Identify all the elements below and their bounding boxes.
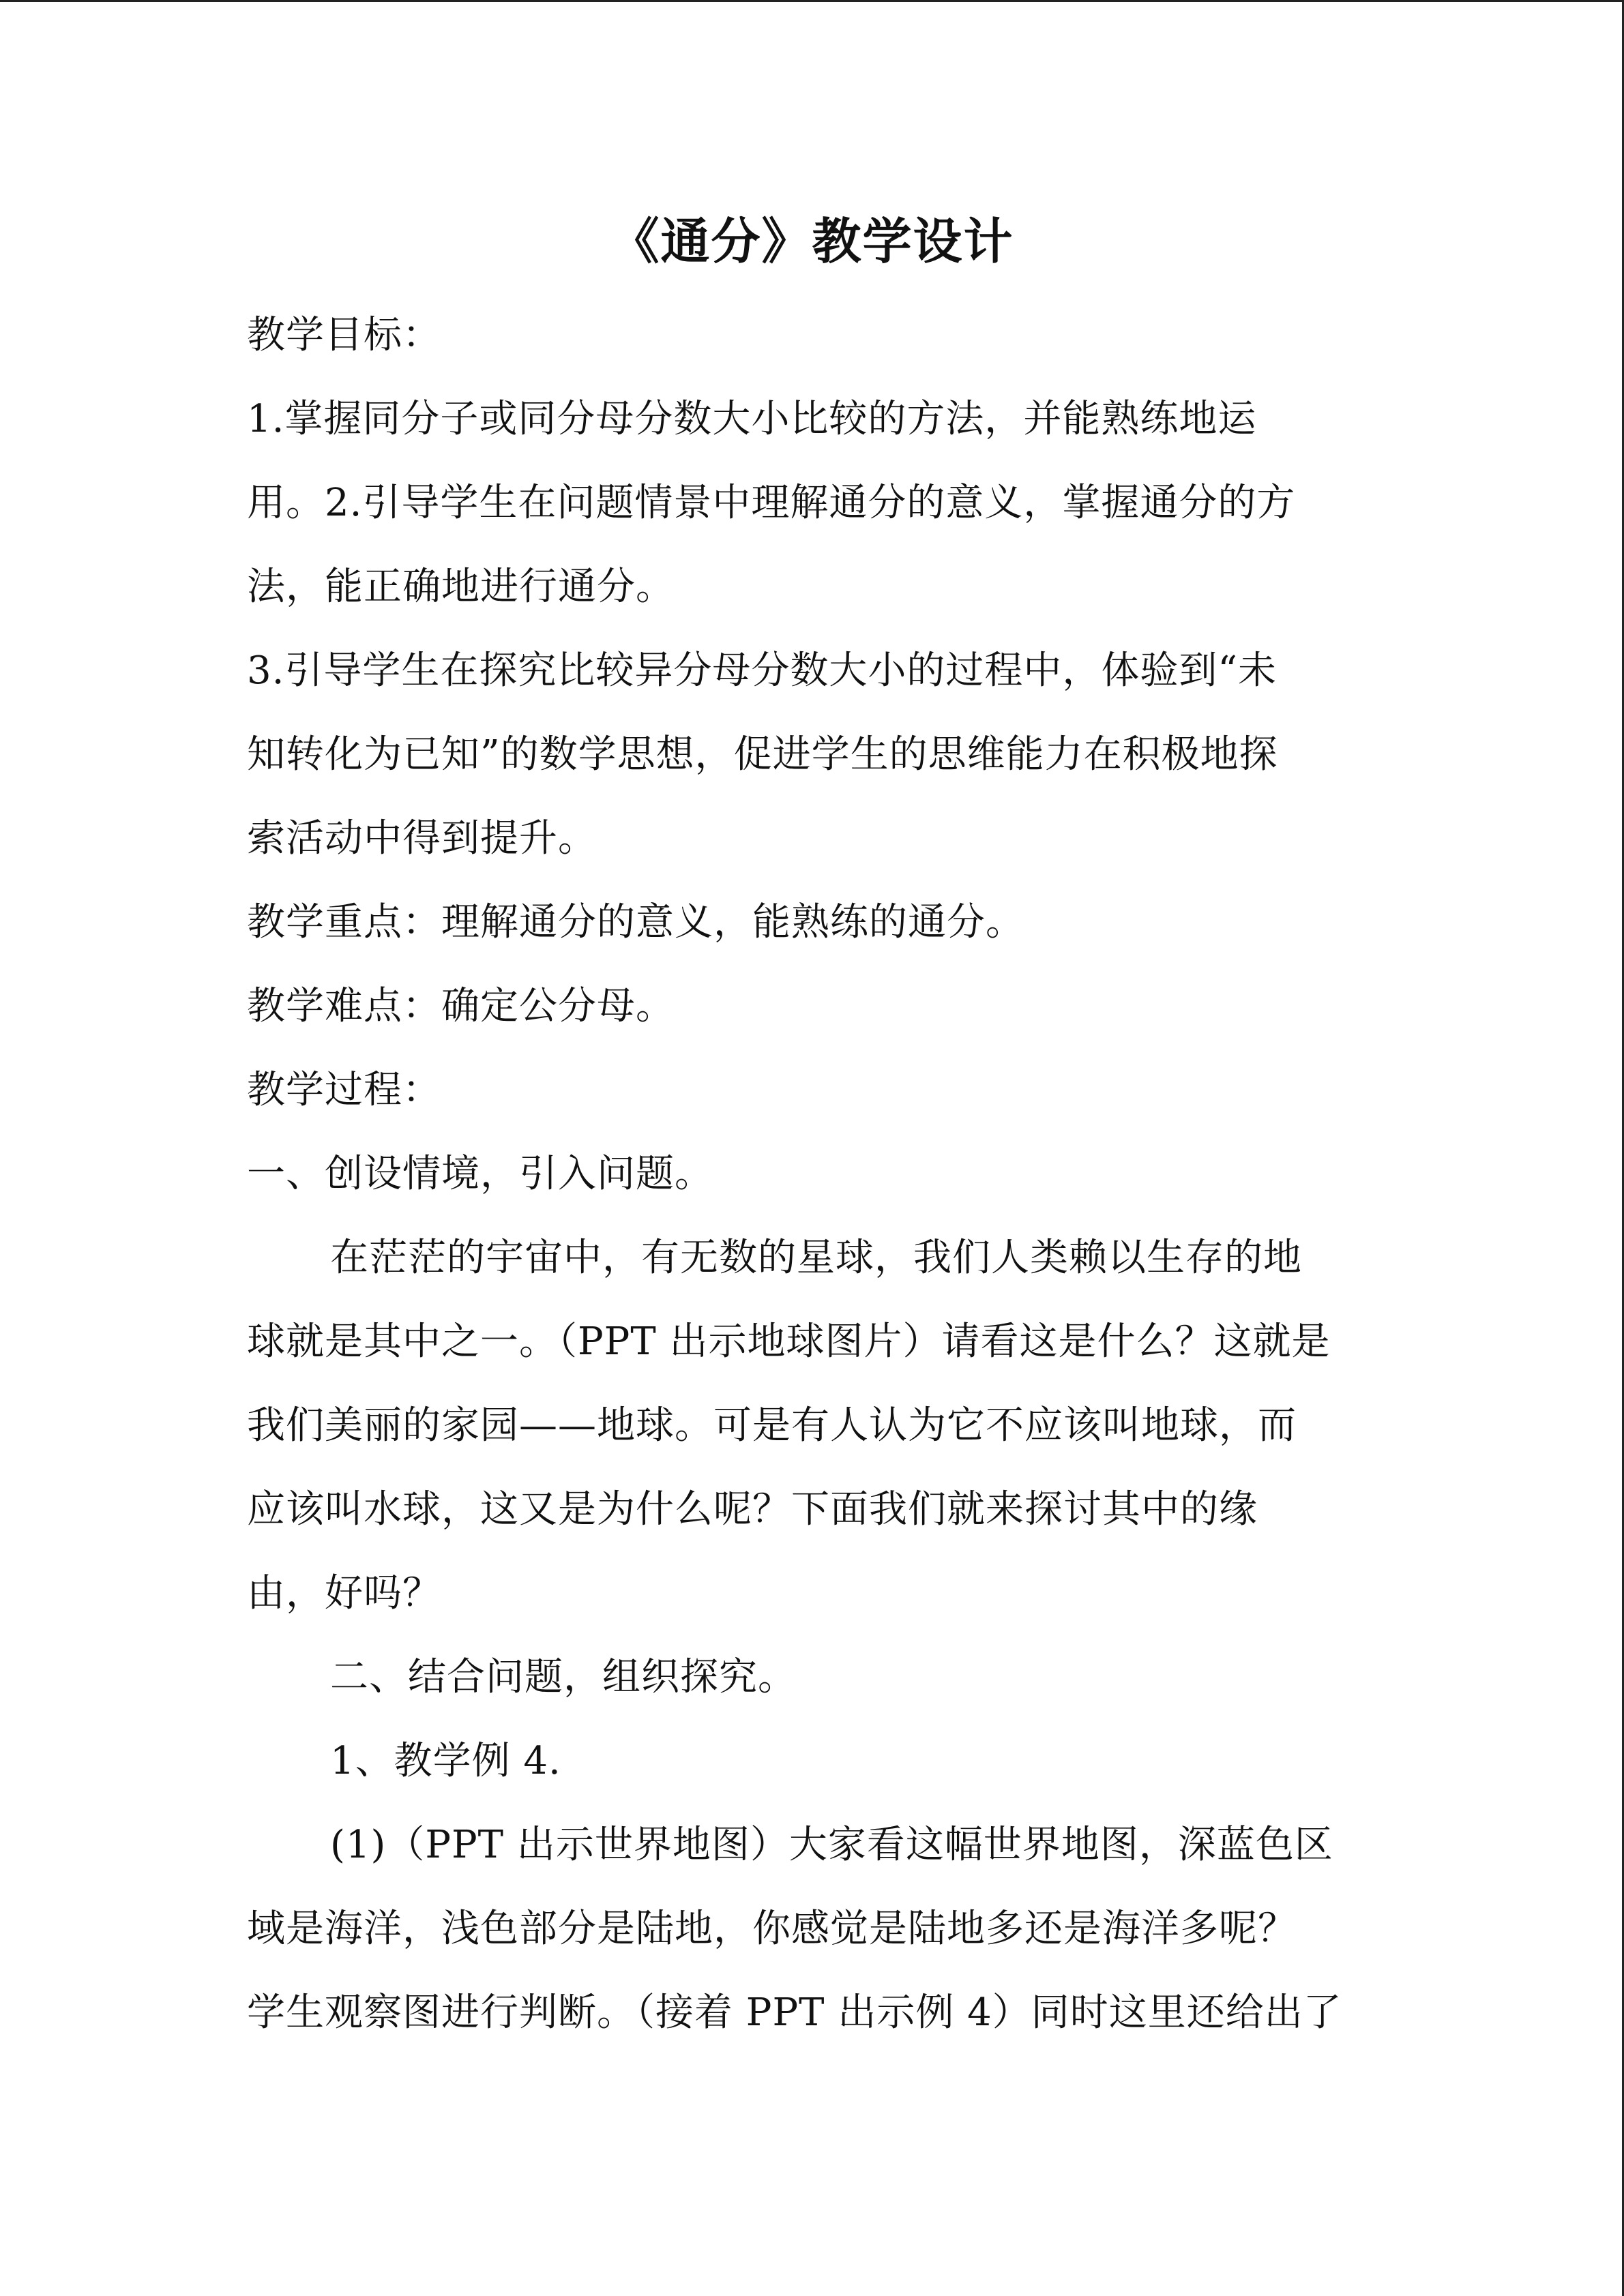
paragraph-line: 3.引导学生在探究比较异分母分数大小的过程中，体验到“未 [247, 648, 1278, 693]
process-heading: 教学过程： [247, 1068, 441, 1112]
paragraph-line: 球就是其中之一。（PPT 出示地球图片）请看这是什么？这就是 [247, 1320, 1331, 1364]
paragraph-line: 我们美丽的家园——地球。可是有人认为它不应该叫地球，而 [247, 1403, 1297, 1448]
paragraph-line: 域是海洋，浅色部分是陆地，你感觉是陆地多还是海洋多呢？ [247, 1907, 1297, 1951]
paragraph-line: 1.掌握同分子或同分母分数大小比较的方法，并能熟练地运 [247, 397, 1257, 441]
paragraph-line: 学生观察图进行判断。（接着 PPT 出示例 4）同时这里还给出了 [247, 1991, 1342, 2035]
paragraph-line: 法，能正确地进行通分。 [247, 565, 675, 609]
paragraph-line: 应该叫水球，这又是为什么呢？下面我们就来探讨其中的缘 [247, 1487, 1258, 1532]
paragraph-line: (1)（PPT 出示世界地图）大家看这幅世界地图，深蓝色区 [330, 1823, 1333, 1867]
paragraph-line: 知转化为已知”的数学思想，促进学生的思维能力在积极地探 [247, 732, 1278, 777]
paragraph-line: 在茫茫的宇宙中，有无数的星球，我们人类赖以生存的地 [330, 1236, 1302, 1280]
paragraph-line: 用。2.引导学生在问题情景中理解通分的意义，掌握通分的方 [247, 481, 1296, 525]
difficulty-line: 教学难点：确定公分母。 [247, 984, 675, 1028]
objectives-heading: 教学目标： [247, 313, 441, 357]
page-border-top [0, 0, 1624, 2]
paragraph-line: 索活动中得到提升。 [247, 816, 597, 861]
subsection-heading: 1、教学例 4. [330, 1739, 561, 1783]
section-heading: 一、创设情境，引入问题。 [247, 1152, 713, 1196]
document-title: 《通分》教学设计 [610, 212, 1014, 270]
section-heading: 二、结合问题，组织探究。 [330, 1655, 797, 1699]
key-points-line: 教学重点：理解通分的意义，能熟练的通分。 [247, 900, 1024, 944]
paragraph-line: 由，好吗？ [247, 1571, 441, 1615]
